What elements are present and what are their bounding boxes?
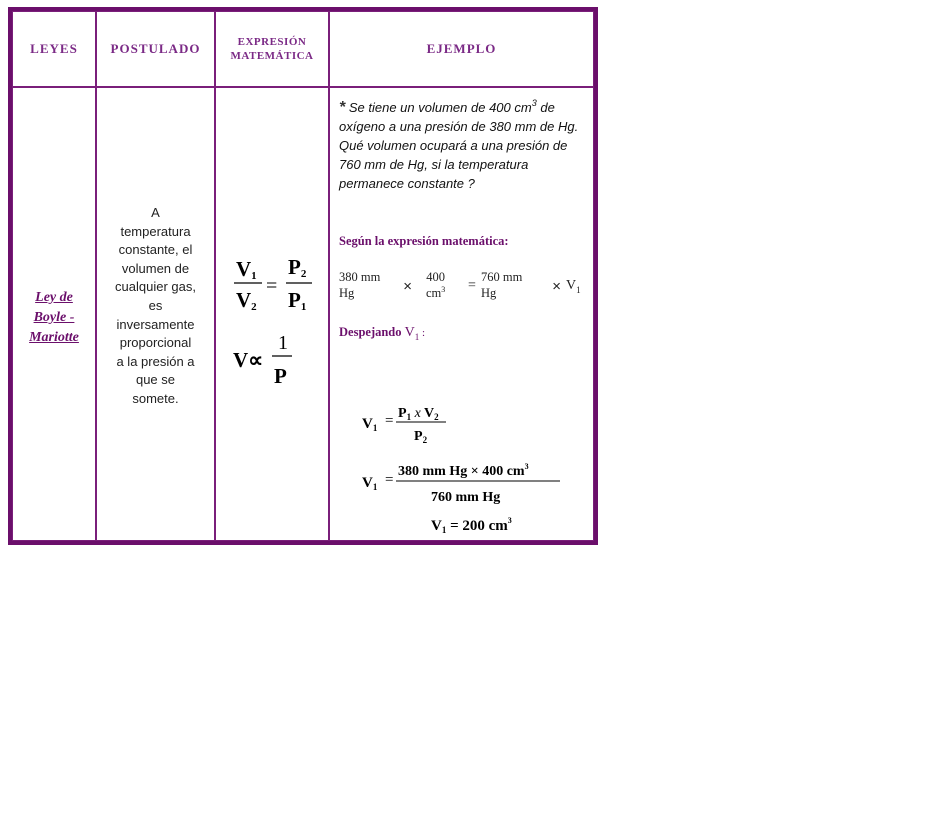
boyle-formula: [216, 88, 328, 540]
equals-symbol: =: [468, 278, 476, 293]
example-question-rest: de oxígeno a una presión de 380 mm de Hg. Qué volumen ocupará a una presión de 760 mm de Hg, si la temperatura permanece constante ?: [339, 100, 579, 191]
postulado-text: [103, 204, 208, 409]
header-ejemplo-label: EJEMPLO: [426, 41, 497, 56]
step2-numerator: 380 mm Hg × 400 $cm^3$: [398, 462, 529, 479]
header-expresion-line2: MATEMÁTICA: [230, 50, 314, 62]
header-leyes-label: LEYES: [30, 41, 78, 56]
p1-value: [339, 269, 380, 301]
header-expresion: [215, 11, 329, 87]
times-symbol: ×: [403, 278, 412, 295]
postulado-line: somete.: [132, 390, 179, 406]
example-question: [339, 98, 591, 193]
v2-value-line1: 400: [426, 270, 446, 284]
law-table: [8, 7, 598, 545]
formula-v1: V1: [236, 257, 257, 282]
postulado-line: a la presión a: [116, 353, 195, 369]
v2-value-line2: cm: [426, 286, 442, 300]
postulado-line: es: [148, 297, 163, 313]
p2-value-line1: 760 mm: [481, 270, 523, 284]
p2-value: [481, 269, 522, 301]
p1-value-line2: Hg: [339, 286, 355, 300]
despejando-variable: $V_1$ :: [404, 325, 426, 342]
step2-lhs: $V_1$: [362, 475, 378, 492]
despejando-text: Despejando: [339, 325, 402, 339]
postulado-line: cualquier gas,: [115, 279, 196, 295]
postulado-line: inversamente: [116, 316, 195, 332]
formula-equals: =: [266, 275, 278, 297]
postulado-cell: [96, 87, 215, 541]
despejando-label: [339, 325, 425, 341]
formula-one: 1: [278, 332, 288, 354]
formula-p1: P1: [288, 288, 307, 313]
v2-value-sup: 3: [441, 285, 446, 294]
times-symbol: ×: [552, 278, 561, 295]
law-name-line2: Boyle -: [33, 310, 75, 325]
step1-equals: =: [385, 413, 394, 429]
formula-p: P: [274, 364, 287, 388]
step1-numerator: $P_1$ x $V_2$: [398, 406, 439, 422]
header-leyes: [12, 11, 96, 87]
example-question-start: Se tiene un volumen de 400 cm: [348, 100, 532, 115]
segun-label: Según la expresión matemática:: [339, 234, 509, 248]
postulado-line: constante, el: [118, 242, 193, 258]
formula-p2: P2: [288, 255, 307, 280]
p1-value-line1: 380 mm: [339, 270, 381, 284]
law-name-line1: Ley de: [35, 290, 73, 305]
postulado-line: que se: [135, 372, 176, 388]
asterisk-icon: *: [339, 99, 346, 116]
v1-variable: $V_1$: [566, 278, 581, 295]
postulado-line: proporcional: [119, 335, 192, 351]
law-name-line3: Mariotte: [29, 330, 79, 345]
result: $V_1 = 200$ $cm^3$: [431, 516, 512, 535]
header-postulado: [96, 11, 215, 87]
ejemplo-cell: [329, 87, 594, 541]
expresion-cell: [215, 87, 329, 541]
law-name[interactable]: [13, 288, 95, 348]
example-question-sup: 3: [531, 98, 537, 108]
step2-equals: =: [385, 472, 394, 488]
header-ejemplo: [329, 11, 594, 87]
p2-value-line2: Hg: [481, 286, 497, 300]
postulado-line: volumen de: [121, 260, 190, 276]
formula-v-proportional: V∝: [233, 348, 264, 372]
v2-value: [426, 269, 445, 301]
postulado-line: temperatura: [120, 223, 191, 239]
step1-denominator: $P_2$: [414, 429, 428, 445]
header-postulado-label: POSTULADO: [110, 41, 201, 56]
postulado-line: A: [151, 205, 160, 220]
step2-denominator: 760 mm Hg: [431, 490, 501, 505]
header-expresion-line1: EXPRESIÓN: [237, 36, 307, 48]
formula-v2: V2: [236, 288, 257, 313]
law-name-cell: [12, 87, 96, 541]
step1-lhs: $V_1$: [362, 416, 378, 433]
